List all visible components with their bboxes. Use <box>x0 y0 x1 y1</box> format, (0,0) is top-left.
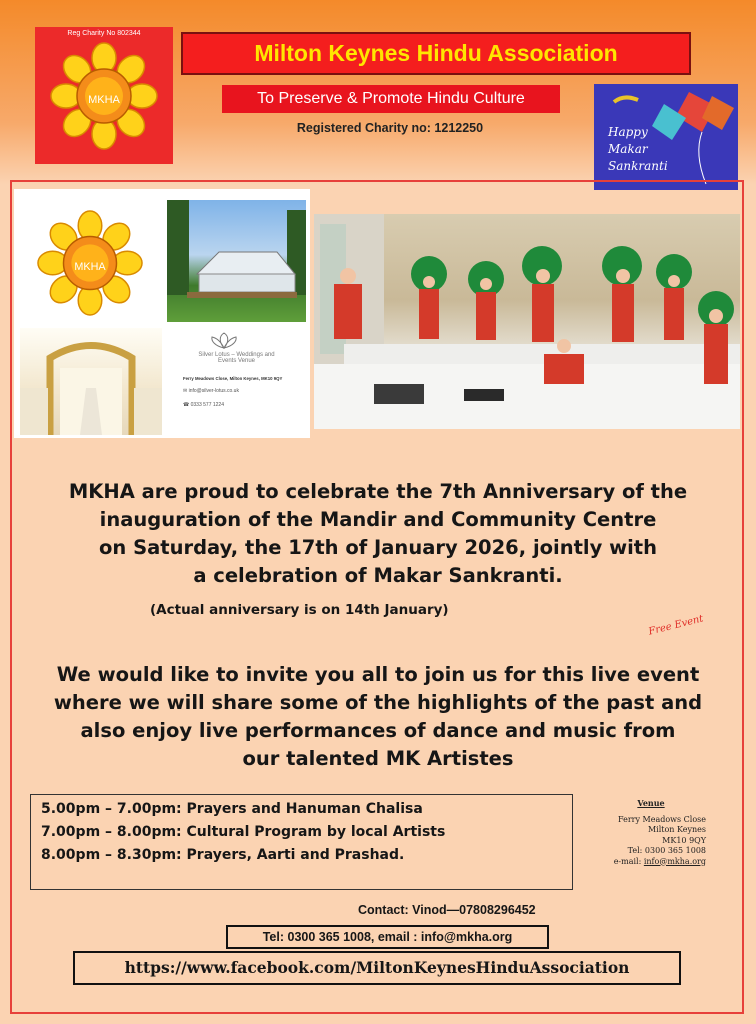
reg-charity-small: Reg Charity No 802344 <box>67 30 141 37</box>
mail-icon: ✉ <box>183 388 188 394</box>
card-phone: 0333 577 1224 <box>190 402 224 408</box>
announcement-line-1: MKHA are proud to celebrate the 7th Anniversary of the <box>68 480 688 503</box>
invitation-line-4: our talented MK Artistes <box>242 747 514 770</box>
announcement-line-3: on Saturday, the 17th of January 2026, jointly with <box>99 536 657 559</box>
schedule-box <box>30 794 573 890</box>
invitation-line-2: where we will share some of the highlights of the past and <box>53 691 703 714</box>
card-email: info@silver-lotus.co.uk <box>188 388 239 394</box>
tagline-banner <box>222 85 560 113</box>
lotus-emblem-icon <box>36 209 144 317</box>
venue-line-3: MK10 9QY <box>662 835 706 845</box>
venue-title: Venue <box>637 798 665 808</box>
announcement-line-4: a celebration of Makar Sankranti. <box>193 564 563 587</box>
venue-collage <box>14 189 310 438</box>
venue-building-photo <box>167 200 306 322</box>
invitation-line-3: also enjoy live performances of dance and music from <box>80 719 676 742</box>
mkha-logo <box>35 27 173 164</box>
venue-line-4: Tel: 0300 365 1008 <box>627 846 706 855</box>
free-event-label: Free Event <box>647 613 705 638</box>
charity-number: Registered Charity no: 1212250 <box>296 121 484 135</box>
schedule-item-3: 8.00pm – 8.30pm: Prayers, Aarti and Prashad. <box>41 847 405 863</box>
tel-email-box: Tel: 0300 365 1008, email : info@mkha.org <box>226 925 549 949</box>
org-title: Milton Keynes Hindu Association <box>254 40 618 66</box>
schedule-item-1: 5.00pm – 7.00pm: Prayers and Hanuman Chalisa <box>41 801 423 817</box>
lotus-outline-icon <box>209 332 239 350</box>
venue-line-2: Milton Keynes <box>647 825 706 834</box>
card-address: Ferry Meadows Close, Milton Keynes, MK10 9QY <box>183 376 283 381</box>
facebook-link[interactable]: https://www.facebook.com/MiltonKeynesHinduAssociation <box>73 951 681 985</box>
makar-line1: Happy <box>608 125 648 139</box>
lotus-emblem-icon <box>49 41 159 151</box>
collage-logo-text: MKHA <box>74 260 106 273</box>
schedule-item-2: 7.00pm – 8.00pm: Cultural Program by local Artists <box>41 824 446 840</box>
logo-text: MKHA <box>88 94 120 106</box>
announcement-line-2: inauguration of the Mandir and Community Centre <box>99 508 657 531</box>
venue-details <box>596 798 706 867</box>
venue-email-label: e-mail: <box>613 856 644 866</box>
phone-icon: ☎ <box>183 402 190 408</box>
silver-lotus-card <box>167 328 306 435</box>
wedding-hall-photo <box>20 328 162 435</box>
venue-line-1: Ferry Meadows Close <box>617 814 706 824</box>
tagline: To Preserve & Promote Hindu Culture <box>257 90 525 107</box>
card-title: Silver Lotus – Weddings and Events Venue <box>198 352 275 364</box>
invitation-paragraph <box>0 661 756 773</box>
title-banner <box>181 32 691 75</box>
announcement-paragraph <box>0 478 756 590</box>
contact-line: Contact: Vinod—07808296452 <box>358 903 536 917</box>
makar-line2: Makar <box>608 142 648 156</box>
makar-sankranti-card <box>594 84 738 190</box>
anniversary-note: (Actual anniversary is on 14th January) <box>150 602 449 618</box>
venue-email-link[interactable]: info@mkha.org <box>643 856 706 866</box>
makar-line3: Sankranti <box>608 159 668 173</box>
temple-altar-photo <box>314 214 740 429</box>
invitation-line-1: We would like to invite you all to join us for this live event <box>56 663 700 686</box>
